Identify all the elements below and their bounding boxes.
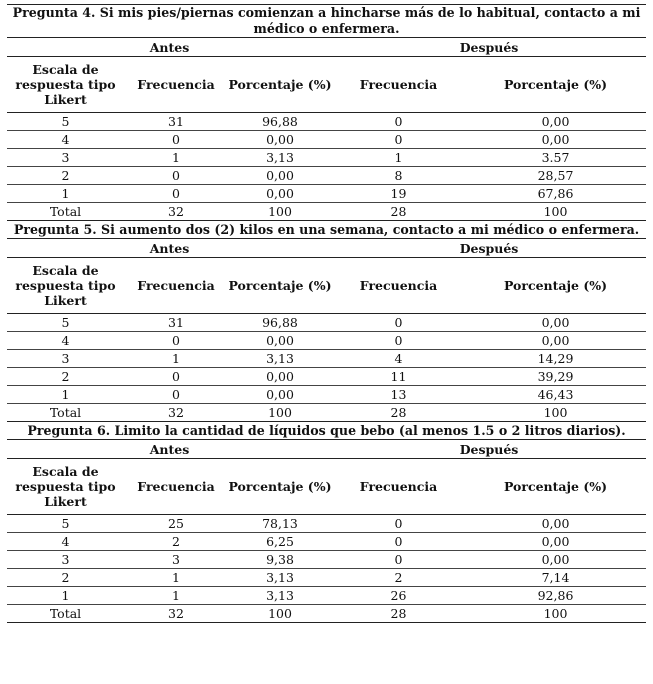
section-title: Pregunta 4. Si mis pies/piernas comienzan a hincharse más de lo habitual, contacto a mi médico o enfermera. (7, 5, 646, 38)
header-pct-after: Porcentaje (%) (465, 258, 646, 314)
table-row (7, 551, 646, 569)
cell-pct-after: 14,29 (465, 350, 646, 368)
table-row (7, 350, 646, 368)
cell-freq-after: 2 (332, 569, 465, 587)
cell-freq-before: 0 (124, 332, 228, 350)
cell-pct-after: 0,00 (465, 314, 646, 332)
cell-freq-after: 26 (332, 587, 465, 605)
cell-pct-before: 0,00 (228, 131, 332, 149)
cell-scale: 5 (7, 515, 124, 533)
table-row (7, 515, 646, 533)
cell-freq-after: 0 (332, 533, 465, 551)
cell-pct-after: 39,29 (465, 368, 646, 386)
table-row (7, 368, 646, 386)
cell-scale: 3 (7, 551, 124, 569)
cell-freq-after: 0 (332, 113, 465, 131)
cell-scale: 5 (7, 314, 124, 332)
table-row (7, 386, 646, 404)
cell-scale: 5 (7, 113, 124, 131)
cell-pct-after: 0,00 (465, 332, 646, 350)
header-pct-before: Porcentaje (%) (228, 459, 332, 515)
cell-pct-after: 3.57 (465, 149, 646, 167)
cell-pct-after: 0,00 (465, 131, 646, 149)
total-freq-after: 28 (332, 605, 465, 623)
cell-pct-before: 78,13 (228, 515, 332, 533)
total-pct-after: 100 (465, 203, 646, 221)
header-pct-before: Porcentaje (%) (228, 258, 332, 314)
cell-freq-after: 0 (332, 314, 465, 332)
cell-scale: 4 (7, 533, 124, 551)
cell-freq-before: 2 (124, 533, 228, 551)
table-row (7, 149, 646, 167)
cell-freq-after: 0 (332, 332, 465, 350)
cell-pct-before: 6,25 (228, 533, 332, 551)
likert-results-table (7, 4, 646, 623)
cell-freq-after: 0 (332, 515, 465, 533)
table-row (7, 167, 646, 185)
cell-freq-before: 0 (124, 368, 228, 386)
total-row (7, 203, 646, 221)
cell-scale: 4 (7, 332, 124, 350)
header-scale: Escala de respuesta tipo Likert (7, 57, 124, 113)
cell-freq-before: 3 (124, 551, 228, 569)
cell-scale: 3 (7, 350, 124, 368)
table-row (7, 131, 646, 149)
cell-pct-after: 46,43 (465, 386, 646, 404)
cell-freq-after: 19 (332, 185, 465, 203)
header-pct-after: Porcentaje (%) (465, 57, 646, 113)
cell-scale: 1 (7, 386, 124, 404)
table-row (7, 185, 646, 203)
cell-pct-before: 3,13 (228, 587, 332, 605)
cell-pct-after: 0,00 (465, 515, 646, 533)
cell-pct-before: 3,13 (228, 350, 332, 368)
group-before-label: Antes (7, 239, 332, 258)
total-freq-before: 32 (124, 404, 228, 422)
section-pregunta-5 (7, 221, 646, 422)
header-freq-after: Frecuencia (332, 57, 465, 113)
cell-pct-after: 0,00 (465, 551, 646, 569)
cell-freq-before: 25 (124, 515, 228, 533)
section-pregunta-6 (7, 422, 646, 623)
cell-scale: 1 (7, 587, 124, 605)
cell-freq-after: 11 (332, 368, 465, 386)
cell-pct-before: 9,38 (228, 551, 332, 569)
table-row (7, 533, 646, 551)
table-row (7, 113, 646, 131)
total-freq-before: 32 (124, 605, 228, 623)
table-row (7, 314, 646, 332)
cell-scale: 3 (7, 149, 124, 167)
cell-pct-before: 0,00 (228, 332, 332, 350)
group-after-label: Después (332, 239, 646, 258)
cell-freq-after: 13 (332, 386, 465, 404)
cell-pct-before: 96,88 (228, 314, 332, 332)
cell-freq-after: 8 (332, 167, 465, 185)
cell-pct-before: 0,00 (228, 368, 332, 386)
cell-freq-after: 1 (332, 149, 465, 167)
total-label: Total (7, 203, 124, 221)
header-freq-after: Frecuencia (332, 459, 465, 515)
total-pct-after: 100 (465, 404, 646, 422)
cell-freq-before: 0 (124, 167, 228, 185)
section-title: Pregunta 5. Si aumento dos (2) kilos en una semana, contacto a mi médico o enfermera. (13, 221, 640, 237)
header-scale: Escala de respuesta tipo Likert (7, 459, 124, 515)
total-row (7, 605, 646, 623)
table-row (7, 332, 646, 350)
cell-pct-after: 92,86 (465, 587, 646, 605)
group-after-label: Después (332, 38, 646, 57)
total-label: Total (7, 605, 124, 623)
cell-pct-before: 0,00 (228, 167, 332, 185)
cell-pct-after: 67,86 (465, 185, 646, 203)
cell-freq-before: 31 (124, 113, 228, 131)
cell-freq-before: 31 (124, 314, 228, 332)
header-freq-before: Frecuencia (124, 57, 228, 113)
header-scale: Escala de respuesta tipo Likert (7, 258, 124, 314)
total-freq-before: 32 (124, 203, 228, 221)
total-pct-before: 100 (228, 203, 332, 221)
cell-scale: 2 (7, 167, 124, 185)
cell-pct-before: 0,00 (228, 185, 332, 203)
cell-freq-before: 0 (124, 185, 228, 203)
header-pct-before: Porcentaje (%) (228, 57, 332, 113)
cell-freq-before: 0 (124, 386, 228, 404)
group-before-label: Antes (7, 38, 332, 57)
cell-freq-after: 0 (332, 131, 465, 149)
total-pct-before: 100 (228, 404, 332, 422)
section-title: Pregunta 6. Limito la cantidad de líquidos que bebo (al menos 1.5 o 2 litros diarios). (27, 422, 626, 438)
table-row (7, 569, 646, 587)
section-pregunta-4 (7, 5, 646, 221)
cell-freq-after: 0 (332, 551, 465, 569)
cell-freq-before: 1 (124, 587, 228, 605)
cell-pct-before: 0,00 (228, 386, 332, 404)
cell-pct-after: 0,00 (465, 113, 646, 131)
cell-freq-before: 1 (124, 350, 228, 368)
cell-pct-before: 96,88 (228, 113, 332, 131)
cell-pct-before: 3,13 (228, 149, 332, 167)
cell-freq-before: 1 (124, 149, 228, 167)
header-freq-before: Frecuencia (124, 459, 228, 515)
group-after-label: Después (332, 440, 646, 459)
cell-scale: 2 (7, 569, 124, 587)
cell-pct-after: 7,14 (465, 569, 646, 587)
cell-scale: 1 (7, 185, 124, 203)
cell-freq-before: 1 (124, 569, 228, 587)
table-row (7, 587, 646, 605)
total-row (7, 404, 646, 422)
total-freq-after: 28 (332, 203, 465, 221)
total-pct-after: 100 (465, 605, 646, 623)
total-pct-before: 100 (228, 605, 332, 623)
cell-pct-before: 3,13 (228, 569, 332, 587)
cell-pct-after: 28,57 (465, 167, 646, 185)
cell-scale: 2 (7, 368, 124, 386)
header-freq-after: Frecuencia (332, 258, 465, 314)
header-freq-before: Frecuencia (124, 258, 228, 314)
group-before-label: Antes (7, 440, 332, 459)
cell-freq-before: 0 (124, 131, 228, 149)
cell-scale: 4 (7, 131, 124, 149)
cell-pct-after: 0,00 (465, 533, 646, 551)
total-label: Total (7, 404, 124, 422)
header-pct-after: Porcentaje (%) (465, 459, 646, 515)
total-freq-after: 28 (332, 404, 465, 422)
cell-freq-after: 4 (332, 350, 465, 368)
